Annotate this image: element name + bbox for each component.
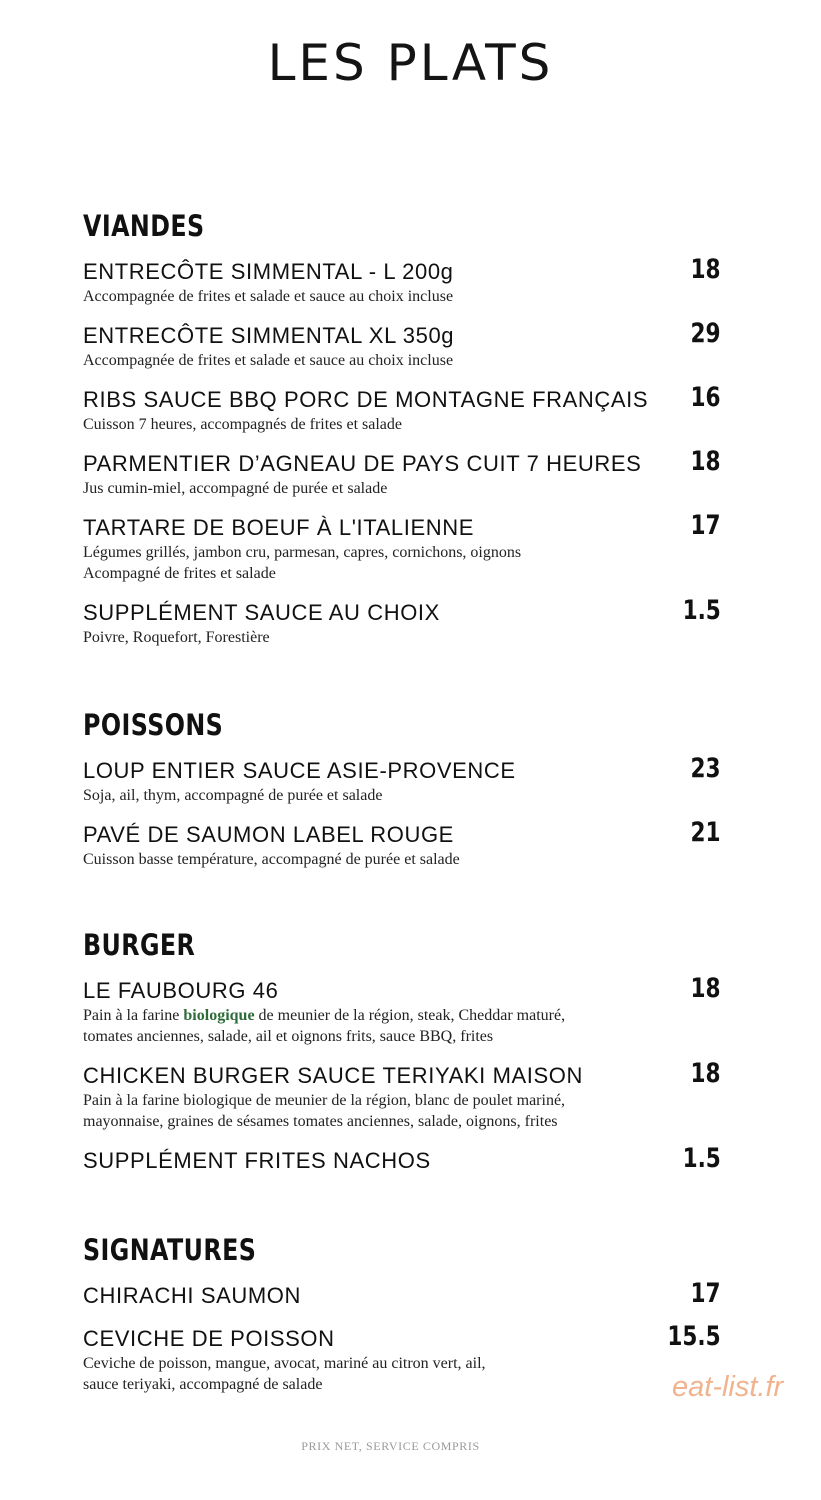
item-description: Accompagnée de frites et salade et sauce au choix incluse bbox=[83, 288, 454, 305]
menu-item bbox=[83, 1143, 723, 1175]
item-name: TARTARE DE BOEUF À L'ITALIENNE bbox=[83, 515, 474, 540]
page-title: LES PLATS bbox=[267, 34, 554, 92]
watermark: eat-list.fr bbox=[672, 1371, 784, 1403]
desc-text: Pain à la farine bbox=[83, 1007, 184, 1024]
item-name: LOUP ENTIER SAUCE ASIE-PROVENCE bbox=[83, 758, 516, 783]
item-price: 1.5 bbox=[682, 1143, 721, 1174]
item-description: tomates anciennes, salade, ail et oignons frits, sauce BBQ, frites bbox=[83, 1028, 494, 1045]
item-price: 29 bbox=[690, 318, 721, 349]
item-description: Ceviche de poisson, mangue, avocat, mariné au citron vert, ail, bbox=[83, 1355, 486, 1372]
menu-item bbox=[83, 1058, 723, 1132]
menu-item bbox=[83, 817, 723, 870]
item-name: RIBS SAUCE BBQ PORC DE MONTAGNE FRANÇAIS bbox=[83, 387, 649, 412]
item-description: Cuisson basse température, accompagné de purée et salade bbox=[83, 851, 460, 868]
item-name: ENTRECÔTE SIMMENTAL XL 350g bbox=[83, 323, 455, 348]
section-title: BURGER bbox=[83, 928, 196, 962]
item-name: PARMENTIER D’AGNEAU DE PAYS CUIT 7 HEURES bbox=[83, 451, 642, 476]
highlight-organic: biologique bbox=[183, 1007, 255, 1024]
item-description bbox=[83, 1005, 723, 1026]
section-poissons bbox=[83, 705, 723, 885]
menu-item bbox=[83, 753, 723, 806]
section-title: POISSONS bbox=[83, 708, 224, 742]
menu-item bbox=[83, 318, 723, 371]
menu-item bbox=[83, 446, 723, 499]
section-title: SIGNATURES bbox=[83, 1233, 257, 1267]
item-description: Acompagné de frites et salade bbox=[83, 565, 276, 582]
item-price: 18 bbox=[690, 254, 721, 285]
item-name: SUPPLÉMENT FRITES NACHOS bbox=[83, 1148, 431, 1173]
item-price: 16 bbox=[690, 382, 721, 413]
item-price: 17 bbox=[690, 510, 721, 541]
item-name: ENTRECÔTE SIMMENTAL - L 200g bbox=[83, 259, 454, 284]
item-description: Poivre, Roquefort, Forestière bbox=[83, 629, 270, 646]
item-price: 18 bbox=[690, 446, 721, 477]
item-price: 23 bbox=[690, 753, 721, 784]
item-description: sauce teriyaki, accompagné de salade bbox=[83, 1376, 323, 1393]
section-burger bbox=[83, 925, 723, 1190]
item-name: SUPPLÉMENT SAUCE AU CHOIX bbox=[83, 600, 440, 625]
item-name: PAVÉ DE SAUMON LABEL ROUGE bbox=[83, 822, 454, 847]
item-price: 18 bbox=[690, 1058, 721, 1089]
item-price: 21 bbox=[690, 817, 721, 848]
item-description: Cuisson 7 heures, accompagnés de frites et salade bbox=[83, 416, 403, 433]
item-description: Accompagnée de frites et salade et sauce au choix incluse bbox=[83, 352, 454, 369]
item-name: CEVICHE DE POISSON bbox=[83, 1326, 335, 1351]
section-viandes bbox=[83, 206, 723, 663]
menu-item bbox=[83, 1321, 723, 1395]
item-description: Légumes grillés, jambon cru, parmesan, capres, cornichons, oignons bbox=[83, 544, 522, 561]
item-price: 15.5 bbox=[667, 1321, 721, 1352]
section-signatures bbox=[83, 1230, 723, 1410]
item-price: 17 bbox=[690, 1278, 721, 1309]
section-title: VIANDES bbox=[83, 209, 205, 243]
item-name: CHICKEN BURGER SAUCE TERIYAKI MAISON bbox=[83, 1063, 583, 1088]
menu-item bbox=[83, 510, 723, 584]
menu-item bbox=[83, 973, 723, 1047]
item-description: Pain à la farine biologique de meunier de la région, blanc de poulet mariné, bbox=[83, 1092, 566, 1109]
item-price: 18 bbox=[690, 973, 721, 1004]
footer-note: PRIX NET, SERVICE COMPRIS bbox=[301, 1439, 480, 1453]
item-name: CHIRACHI SAUMON bbox=[83, 1283, 302, 1308]
menu-item bbox=[83, 1278, 723, 1310]
item-name: LE FAUBOURG 46 bbox=[83, 978, 279, 1003]
menu-item bbox=[83, 382, 723, 435]
item-description: mayonnaise, graines de sésames tomates anciennes, salade, oignons, frites bbox=[83, 1113, 558, 1130]
desc-text: de meunier de la région, steak, Cheddar maturé, bbox=[254, 1007, 566, 1024]
item-price: 1.5 bbox=[682, 595, 721, 626]
menu-item bbox=[83, 595, 723, 648]
menu-item bbox=[83, 254, 723, 307]
item-description: Soja, ail, thym, accompagné de purée et salade bbox=[83, 787, 383, 804]
item-description: Jus cumin-miel, accompagné de purée et salade bbox=[83, 480, 388, 497]
